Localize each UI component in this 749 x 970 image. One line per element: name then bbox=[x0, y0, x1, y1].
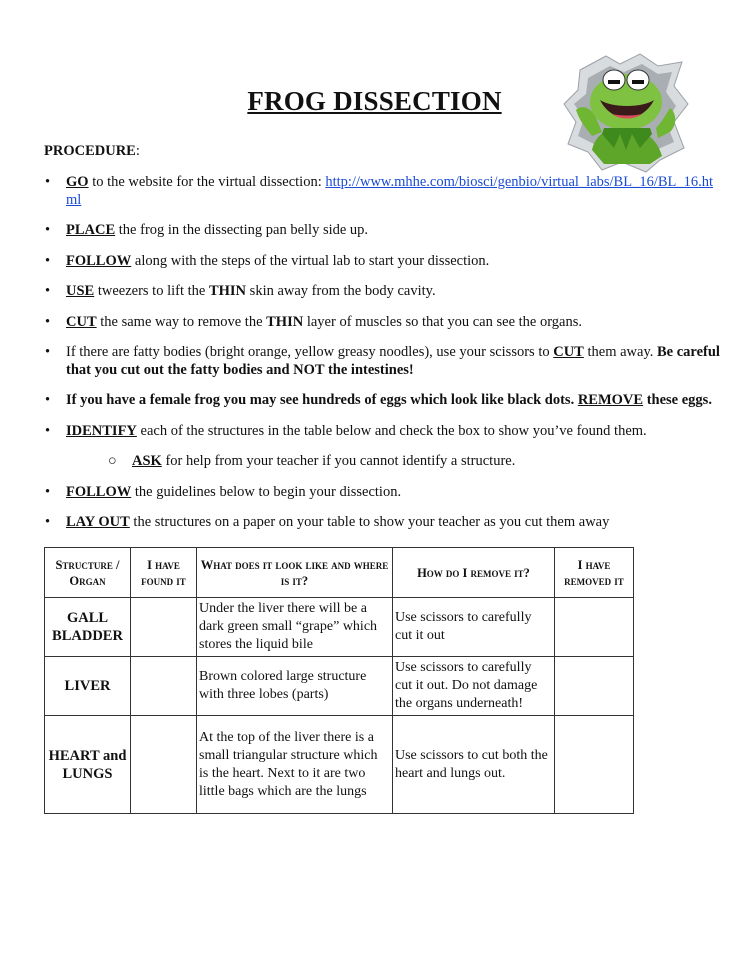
step-verb: FOLLOW bbox=[66, 252, 132, 269]
table-row bbox=[45, 716, 634, 814]
header-description: What does it look like and where is it? bbox=[197, 548, 393, 598]
step-verb: USE bbox=[66, 283, 95, 299]
step-text: the guidelines below to begin your dissection. bbox=[131, 483, 402, 500]
bullet-icon: • bbox=[45, 514, 51, 530]
step-follow bbox=[44, 253, 724, 271]
removal-instructions: Use scissors to carefully cut it out. Do not damage the organs underneath! bbox=[393, 657, 555, 716]
step-text: If there are fatty bodies (bright orange, yellow greasy noodles), use your scissors to bbox=[66, 344, 554, 360]
step-place bbox=[44, 222, 724, 240]
step-bold: THIN bbox=[208, 283, 247, 299]
removed-checkbox[interactable] bbox=[555, 716, 634, 814]
step-verb: REMOVE bbox=[577, 392, 644, 408]
kermit-frog-icon bbox=[562, 52, 692, 174]
step-use bbox=[44, 283, 724, 301]
step-cut bbox=[44, 314, 724, 332]
found-checkbox[interactable] bbox=[131, 716, 197, 814]
organ-description: Under the liver there will be a dark green small “grape” which stores the liquid bile bbox=[197, 598, 393, 657]
step-text: layer of muscles so that you can see the organs. bbox=[303, 313, 582, 330]
step-bold: these eggs. bbox=[643, 392, 712, 408]
header-found: I have found it bbox=[131, 548, 197, 598]
found-checkbox[interactable] bbox=[131, 657, 197, 716]
step-text: skin away from the body cavity. bbox=[246, 283, 436, 299]
header-removed: I have removed it bbox=[555, 548, 634, 598]
bullet-icon: • bbox=[45, 344, 51, 360]
step-verb: ASK bbox=[132, 453, 162, 469]
step-female-eggs bbox=[44, 392, 724, 410]
procedure-steps bbox=[44, 174, 724, 545]
step-lay-out bbox=[44, 514, 724, 532]
table-row bbox=[45, 598, 634, 657]
found-checkbox[interactable] bbox=[131, 598, 197, 657]
step-text: for help from your teacher if you cannot identify a structure. bbox=[161, 453, 516, 469]
table-header-row bbox=[45, 548, 634, 598]
organ-name: LIVER bbox=[45, 657, 131, 716]
step-ask bbox=[44, 453, 724, 471]
step-go bbox=[44, 174, 724, 209]
organ-table bbox=[44, 547, 634, 814]
step-text: the structures on a paper on your table to show your teacher as you cut them away bbox=[129, 514, 610, 530]
step-identify bbox=[44, 423, 724, 441]
bullet-icon: • bbox=[45, 174, 51, 190]
step-verb: LAY OUT bbox=[66, 514, 130, 530]
step-text: along with the steps of the virtual lab to start your dissection. bbox=[131, 252, 490, 269]
step-follow-guidelines bbox=[44, 484, 724, 502]
bullet-icon: • bbox=[45, 313, 51, 330]
organ-description: Brown colored large structure with three lobes (parts) bbox=[197, 657, 393, 716]
procedure-heading bbox=[44, 143, 140, 160]
step-text: the same way to remove the bbox=[96, 313, 267, 330]
bullet-icon: • bbox=[45, 422, 51, 439]
sub-bullet-icon: ○ bbox=[108, 453, 117, 469]
organ-name: GALL BLADDER bbox=[45, 598, 131, 657]
procedure-colon: : bbox=[135, 143, 140, 159]
step-verb: CUT bbox=[66, 313, 97, 330]
step-verb: PLACE bbox=[66, 222, 116, 238]
removal-instructions: Use scissors to cut both the heart and lungs out. bbox=[393, 716, 555, 814]
step-bold: Be careful that you cut out the fatty bodies and NOT the intestines! bbox=[66, 344, 720, 378]
virtual-lab-link[interactable]: http://www.mhhe.com/biosci/genbio/virtual_labs/BL_16/BL_16.html bbox=[66, 174, 714, 208]
bullet-icon: • bbox=[45, 222, 51, 238]
bullet-icon: • bbox=[45, 283, 51, 299]
step-text: the frog in the dissecting pan belly side up. bbox=[115, 222, 369, 238]
bullet-icon: • bbox=[45, 252, 51, 269]
step-text: to the website for the virtual dissection: bbox=[88, 174, 326, 190]
step-verb: GO bbox=[66, 174, 89, 190]
step-text: tweezers to lift the bbox=[94, 283, 209, 299]
procedure-label: PROCEDURE bbox=[44, 143, 136, 159]
step-verb: FOLLOW bbox=[66, 483, 132, 500]
step-bold: THIN bbox=[266, 313, 304, 330]
step-bold: If you have a female frog you may see hundreds of eggs which look like black dots. bbox=[66, 392, 578, 408]
header-remove: How do I remove it? bbox=[393, 548, 555, 598]
organ-description: At the top of the liver there is a small triangular structure which is the heart. Next to it are two little bags which are the lungs bbox=[197, 716, 393, 814]
table-row bbox=[45, 657, 634, 716]
step-verb: CUT bbox=[553, 344, 584, 360]
bullet-icon: • bbox=[45, 392, 51, 408]
removed-checkbox[interactable] bbox=[555, 657, 634, 716]
step-verb: IDENTIFY bbox=[66, 422, 137, 439]
page-title: FROG DISSECTION bbox=[247, 86, 502, 116]
step-fatty-bodies bbox=[44, 344, 724, 379]
step-text: them away. bbox=[583, 344, 658, 360]
organ-name: HEART and LUNGS bbox=[45, 716, 131, 814]
removed-checkbox[interactable] bbox=[555, 598, 634, 657]
bullet-icon: • bbox=[45, 483, 51, 500]
removal-instructions: Use scissors to carefully cut it out bbox=[393, 598, 555, 657]
header-structure: Structure / Organ bbox=[45, 548, 131, 598]
step-text: each of the structures in the table below and check the box to show you’ve found them. bbox=[136, 422, 647, 439]
